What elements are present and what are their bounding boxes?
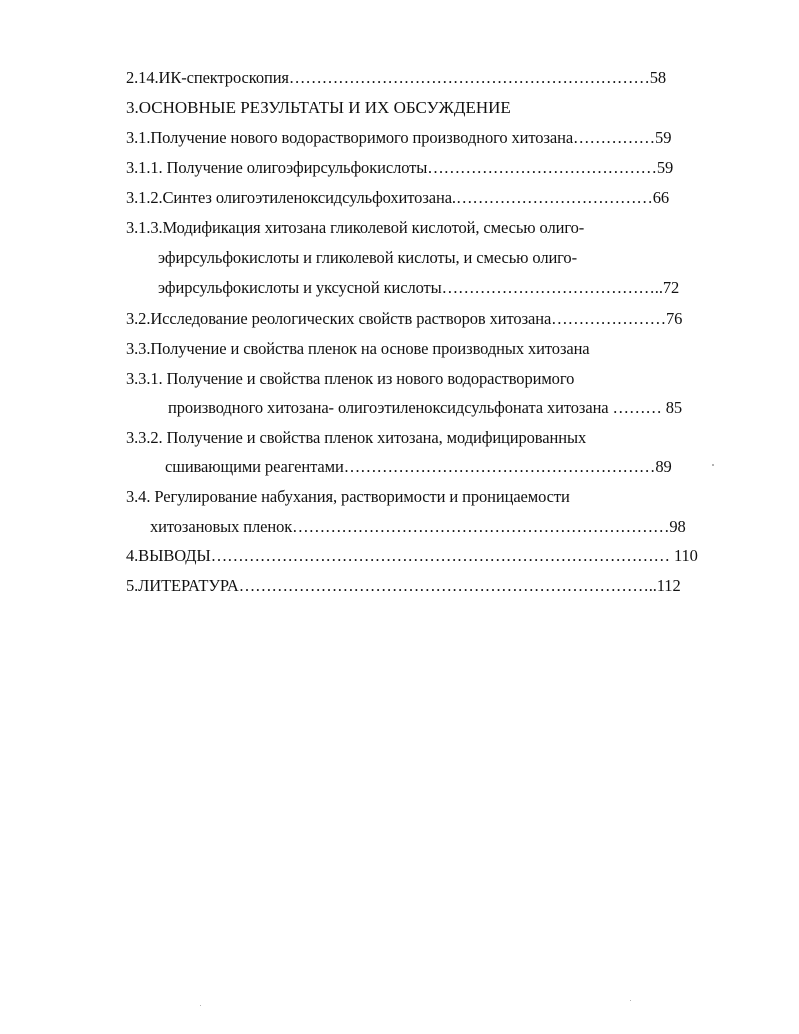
toc-entry-3-4-line-2: хитозановых пленок……………………………………………………………98 [150, 517, 686, 536]
scan-speck [200, 1005, 201, 1006]
toc-entry-5: 5.ЛИТЕРАТУРА…………………………………………………………………..112 [126, 576, 681, 595]
toc-entry-3-1-3-line-1: 3.1.3.Модификация хитозана гликолевой кислотой, смесью олиго- [126, 218, 585, 237]
scan-speck [712, 464, 714, 466]
toc-entry-3-1-3-line-3: эфирсульфокислоты и уксусной кислоты…………………………………..72 [158, 278, 680, 297]
toc-entry-3-1-3-line-2: эфирсульфокислоты и гликолевой кислоты, и смесью олиго- [158, 248, 577, 267]
toc-entry-3-3: 3.3.Получение и свойства пленок на основе производных хитозана [126, 339, 590, 358]
toc-heading-3: 3.ОСНОВНЫЕ РЕЗУЛЬТАТЫ И ИХ ОБСУЖДЕНИЕ [126, 98, 511, 117]
toc-entry-3-3-1-line-2: производного хитозана- олигоэтиленоксидсульфоната хитозана ……… 85 [168, 398, 683, 417]
toc-entry-3-3-2-line-2: сшивающими реагентами…………………………………………………89 [165, 457, 672, 476]
toc-entry-3-3-2-line-1: 3.3.2. Получение и свойства пленок хитозана, модифицированных [126, 428, 587, 447]
toc-entry-4: 4.ВЫВОДЫ………………………………………………………………………… 110 [126, 546, 698, 565]
toc-entry-3-3-1-line-1: 3.3.1. Получение и свойства пленок из нового водорастворимого [126, 369, 575, 388]
toc-entry-3-1-2: 3.1.2.Синтез олигоэтиленоксидсульфохитозана.………………………………66 [126, 188, 670, 207]
toc-entry-3-4-line-1: 3.4. Регулирование набухания, растворимости и проницаемости [126, 487, 570, 506]
scan-speck [630, 1000, 631, 1001]
toc-entry-3-2: 3.2.Исследование реологических свойств растворов хитозана…………………76 [126, 309, 683, 328]
toc-entry-2-14: 2.14.ИК-спектроскопия…………………………………………………………58 [126, 68, 667, 87]
toc-entry-3-1-1: 3.1.1. Получение олигоэфирсульфокислоты……………………………………59 [126, 158, 674, 177]
toc-entry-3-1: 3.1.Получение нового водорастворимого производного хитозана……………59 [126, 128, 672, 147]
